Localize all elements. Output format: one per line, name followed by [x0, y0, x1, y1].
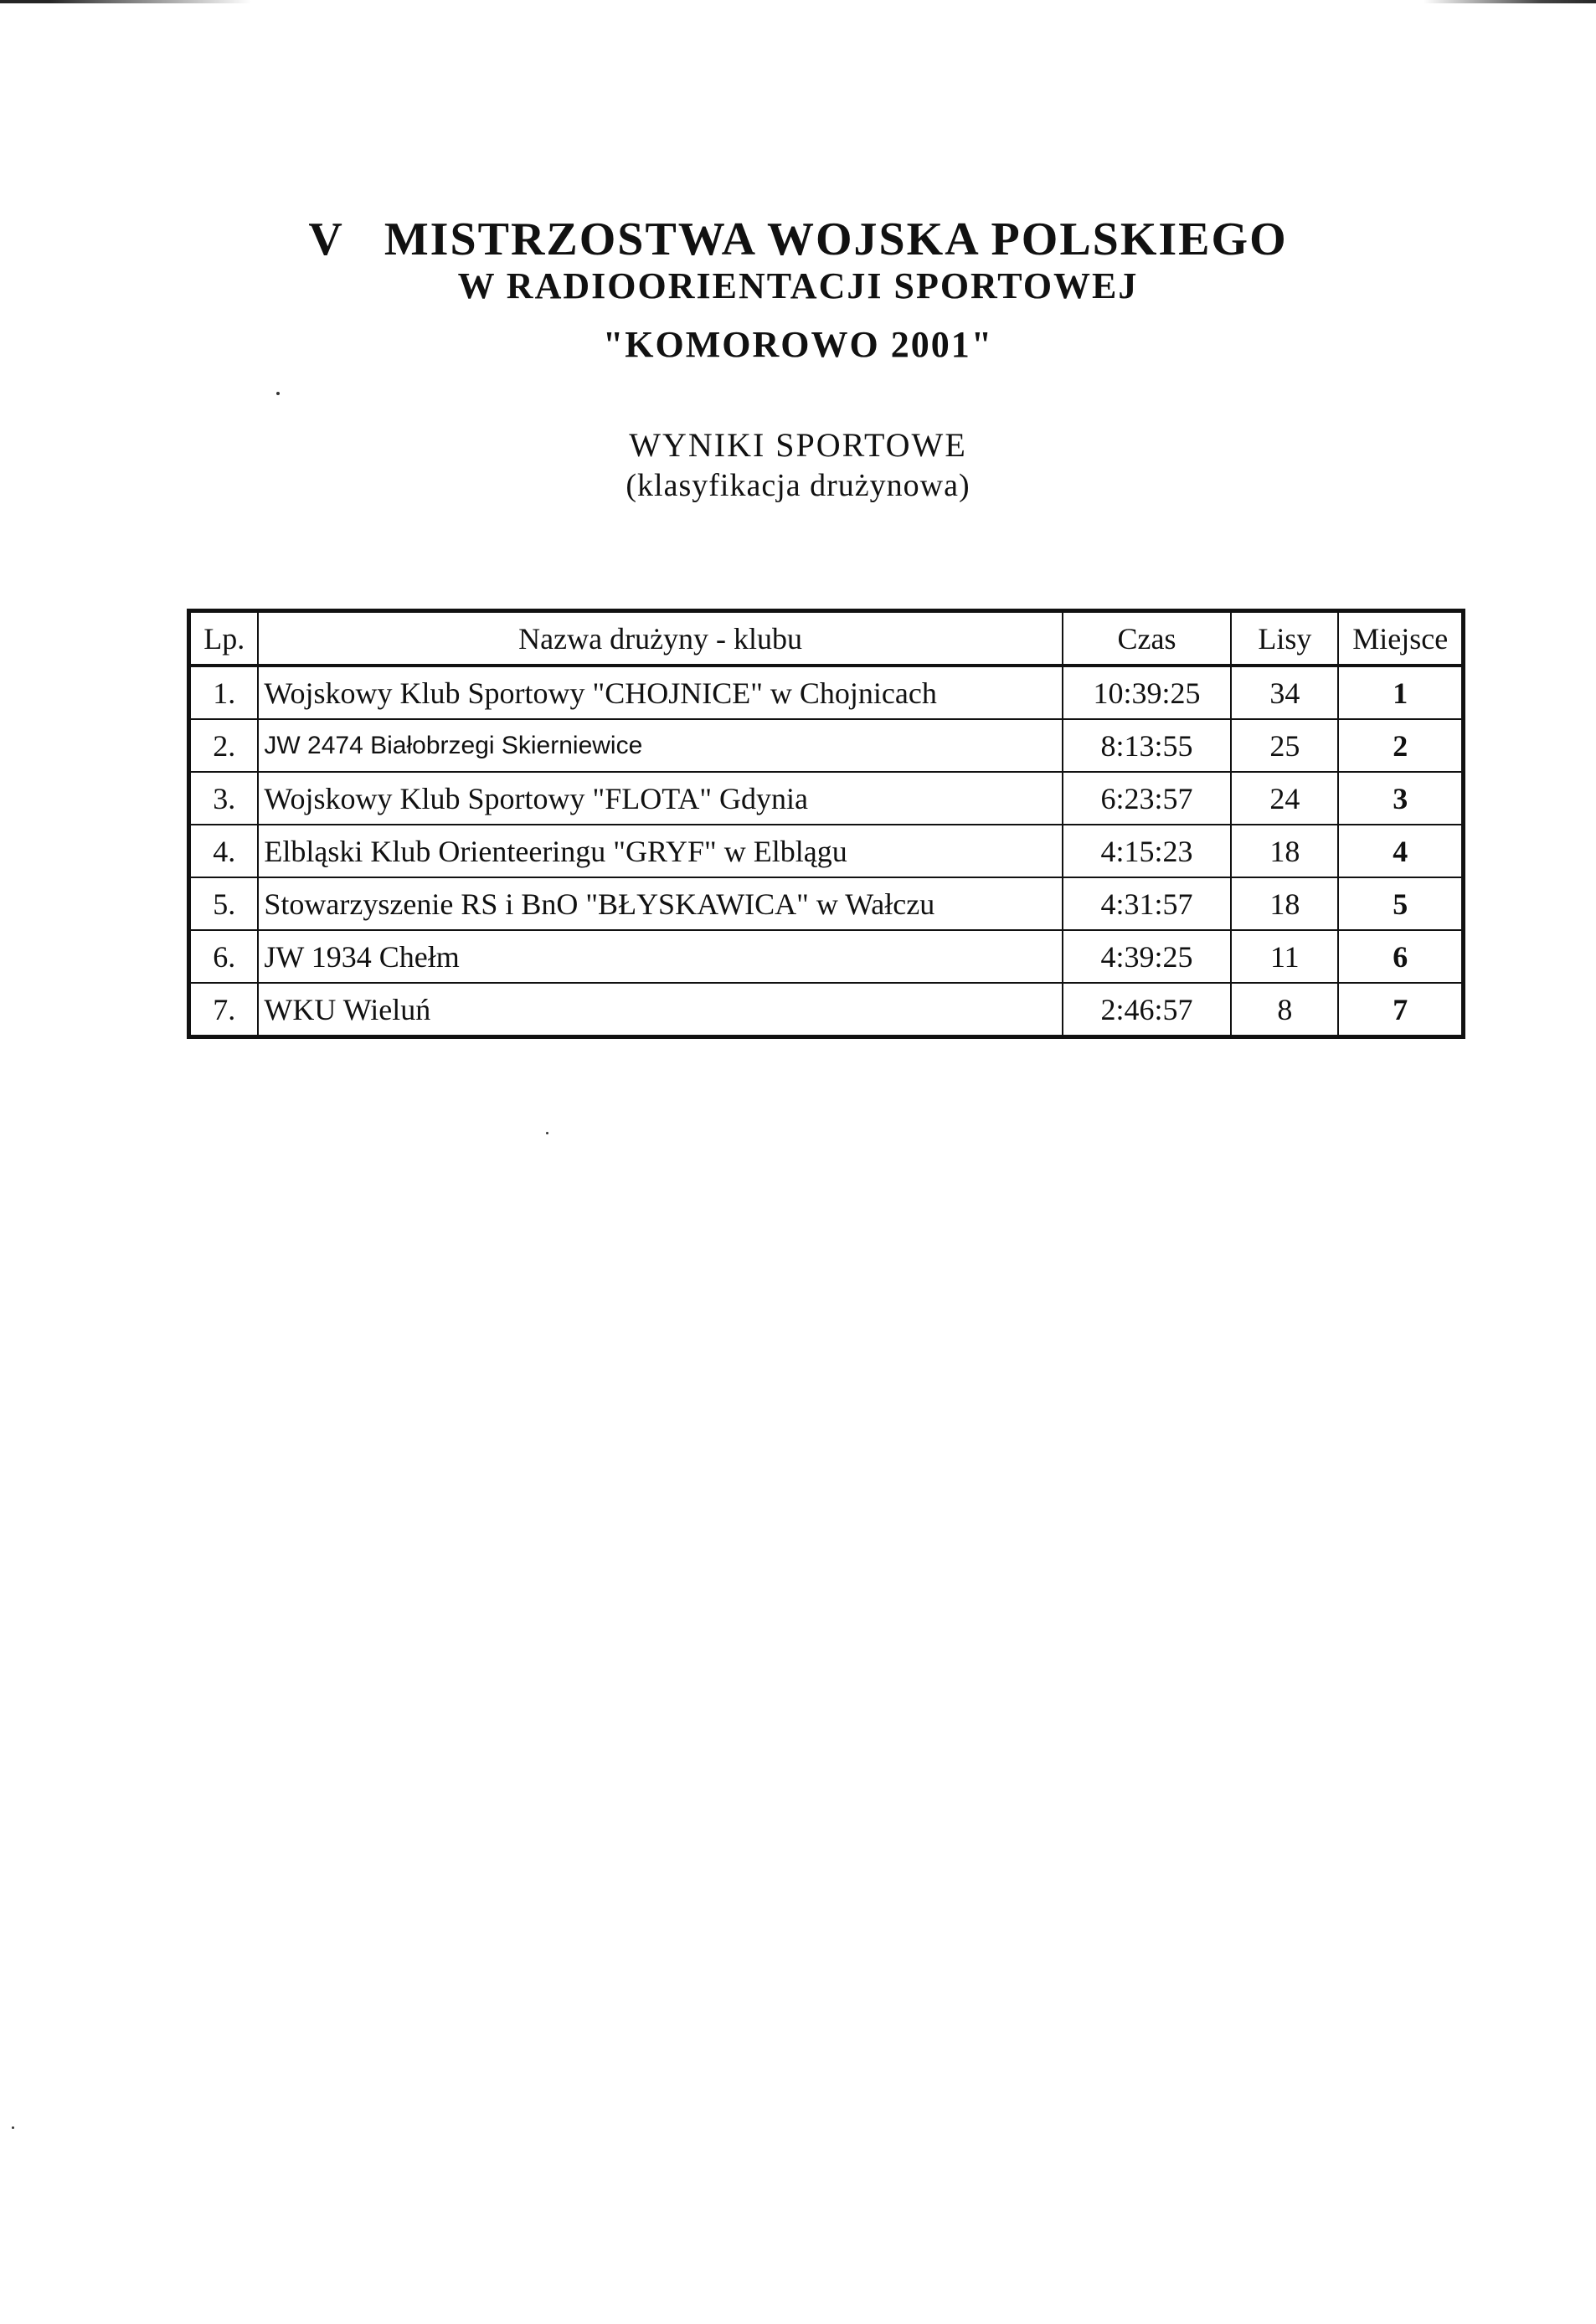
- subtitle-classification: (klasyfikacja drużynowa): [626, 468, 970, 503]
- cell-lisy: 24: [1231, 772, 1338, 825]
- cell-place: 5: [1338, 877, 1463, 930]
- cell-place: 7: [1338, 983, 1463, 1037]
- subtitle-results: WYNIKI SPORTOWE: [629, 426, 967, 464]
- title-line-2: W RADIOORIENTACJI SPORTOWEJ: [457, 265, 1139, 306]
- cell-team-name: Elbląski Klub Orienteeringu "GRYF" w Elblągu: [258, 825, 1062, 877]
- table-row: [189, 719, 1464, 772]
- cell-time: 6:23:57: [1063, 772, 1231, 825]
- cell-time: 4:15:23: [1063, 825, 1231, 877]
- scan-speck: [546, 1132, 548, 1134]
- cell-time: 8:13:55: [1063, 719, 1231, 772]
- table-header-row: [189, 611, 1464, 666]
- cell-lp: 3.: [189, 772, 259, 825]
- cell-lisy: 34: [1231, 666, 1338, 719]
- cell-place: 3: [1338, 772, 1463, 825]
- cell-lisy: 25: [1231, 719, 1338, 772]
- cell-time: 4:31:57: [1063, 877, 1231, 930]
- title-line-1: [0, 213, 1596, 265]
- cell-team-name: JW 1934 Chełm: [258, 930, 1062, 983]
- cell-time: 10:39:25: [1063, 666, 1231, 719]
- cell-lp: 1.: [189, 666, 259, 719]
- table-row: [189, 983, 1464, 1037]
- results-table: [187, 609, 1465, 1039]
- cell-lp: 2.: [189, 719, 259, 772]
- cell-lisy: 11: [1231, 930, 1338, 983]
- cell-team-name: Stowarzyszenie RS i BnO "BŁYSKAWICA" w Wałczu: [258, 877, 1062, 930]
- cell-place: 1: [1338, 666, 1463, 719]
- title-championship: MISTRZOSTWA WOJSKA POLSKIEGO: [384, 213, 1288, 265]
- cell-team-name: Wojskowy Klub Sportowy "CHOJNICE" w Chojnicach: [258, 666, 1062, 719]
- cell-place: 2: [1338, 719, 1463, 772]
- cell-lisy: 18: [1231, 877, 1338, 930]
- cell-team-name: JW 2474 Białobrzegi Skierniewice: [258, 719, 1062, 772]
- cell-place: 4: [1338, 825, 1463, 877]
- header-time: Czas: [1063, 611, 1231, 666]
- title-event-name: "KOMOROWO 2001": [602, 324, 994, 365]
- cell-team-name: Wojskowy Klub Sportowy "FLOTA" Gdynia: [258, 772, 1062, 825]
- cell-lp: 7.: [189, 983, 259, 1037]
- table-row: [189, 877, 1464, 930]
- header-place: Miejsce: [1338, 611, 1463, 666]
- cell-lp: 5.: [189, 877, 259, 930]
- table-row: [189, 930, 1464, 983]
- cell-time: 2:46:57: [1063, 983, 1231, 1037]
- document-subtitle: [0, 425, 1596, 506]
- header-lp: Lp.: [189, 611, 259, 666]
- cell-lp: 6.: [189, 930, 259, 983]
- cell-lp: 4.: [189, 825, 259, 877]
- scan-speck: [276, 392, 280, 395]
- cell-team-name: WKU Wieluń: [258, 983, 1062, 1037]
- header-name: Nazwa drużyny - klubu: [258, 611, 1062, 666]
- cell-lisy: 18: [1231, 825, 1338, 877]
- scan-edge-line: [0, 0, 1596, 3]
- header-lisy: Lisy: [1231, 611, 1338, 666]
- title-roman-numeral: V: [308, 213, 344, 265]
- cell-place: 6: [1338, 930, 1463, 983]
- cell-lisy: 8: [1231, 983, 1338, 1037]
- table-row: [189, 825, 1464, 877]
- scan-speck: [12, 2126, 14, 2129]
- table-row: [189, 666, 1464, 719]
- table-row: [189, 772, 1464, 825]
- cell-time: 4:39:25: [1063, 930, 1231, 983]
- document-header: [0, 213, 1596, 368]
